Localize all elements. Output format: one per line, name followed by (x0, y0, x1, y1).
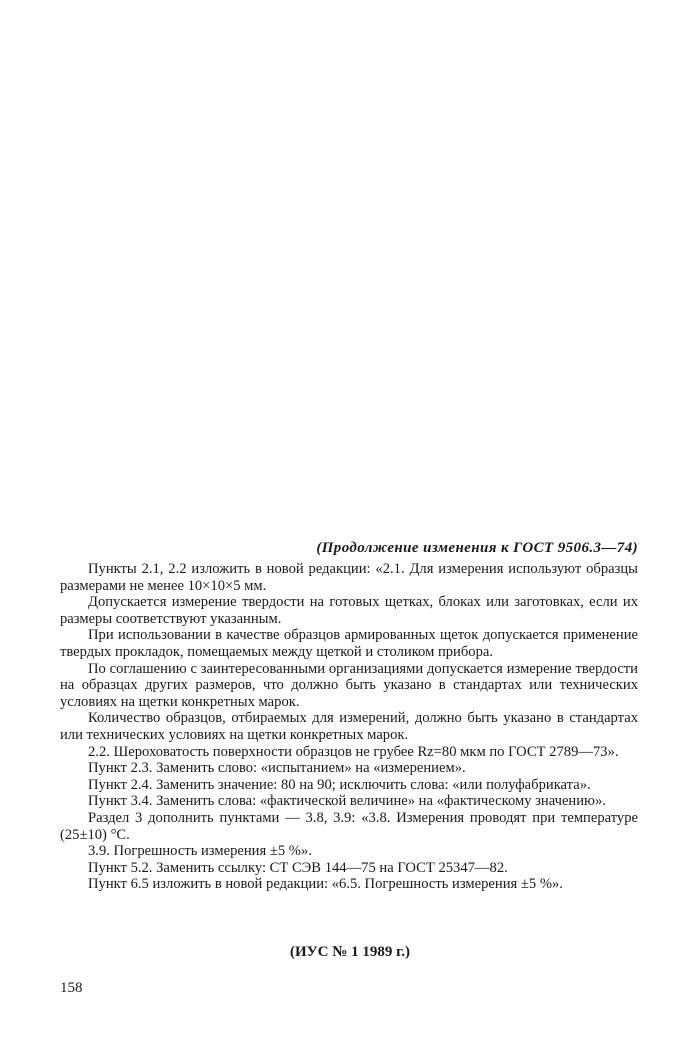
paragraph: При использовании в качестве образцов армированных щеток допускается применение твердых прокладок, помещаемых между щеткой и столиком прибора. (60, 627, 638, 660)
paragraph: Пункт 2.3. Заменить слово: «испытанием» на «измерением». (88, 760, 466, 777)
document-body (60, 561, 638, 893)
paragraph: Пункт 2.4. Заменить значение: 80 на 90; исключить слова: «или полуфабриката». (88, 776, 591, 793)
paragraph: Пункт 3.4. Заменить слова: «фактической величине» на «фактическому значению». (88, 793, 606, 810)
source-reference: (ИУС № 1 1989 г.) (290, 944, 410, 960)
paragraph: Количество образцов, отбираемых для измерений, должно быть указано в стандартах или технических условиях на щетки конкретных марок. (60, 710, 638, 743)
paragraph: Пункты 2.1, 2.2 изложить в новой редакции: «2.1. Для измерения используют образцы размерами не менее 10×10×5 мм. (60, 561, 638, 594)
page-number: 158 (60, 980, 83, 996)
continuation-header: (Продолжение изменения к ГОСТ 9506.3—74) (316, 540, 638, 556)
paragraph: 3.9. Погрешность измерения ±5 %». (88, 843, 312, 860)
paragraph: Пункт 5.2. Заменить ссылку: СТ СЭВ 144—75 на ГОСТ 25347—82. (88, 859, 508, 876)
paragraph: Допускается измерение твердости на готовых щетках, блоках или заготовках, если их размеры соответствуют указанным. (60, 594, 638, 627)
paragraph: Раздел 3 дополнить пунктами — 3.8, 3.9: «3.8. Измерения проводят при температуре (25±10) °С. (60, 809, 638, 843)
paragraph: Пункт 6.5 изложить в новой редакции: «6.5. Погрешность измерения ±5 %». (88, 876, 563, 893)
paragraph: По соглашению с заинтересованными организациями допускается измерение твердости на образцах других размеров, что должно быть указано в стандартах или технических условиях на щетки конкретных марок. (60, 660, 638, 710)
paragraph: 2.2. Шероховатость поверхности образцов не грубее Rz=80 мкм по ГОСТ 2789—73». (88, 743, 619, 760)
